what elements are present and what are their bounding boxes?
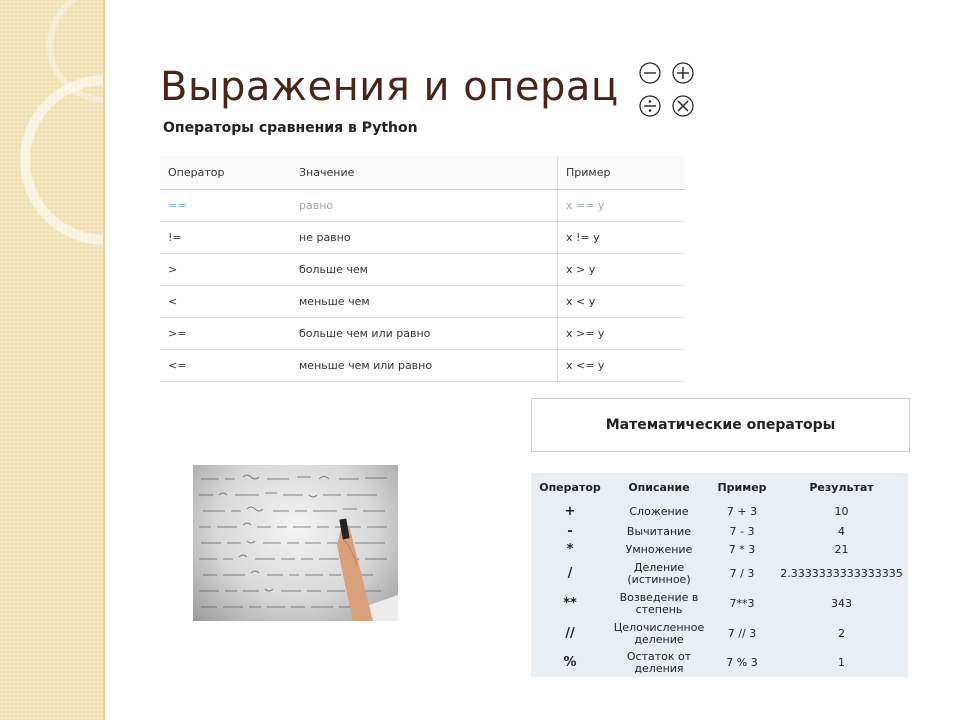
- table-row: [531, 501, 908, 523]
- table-header-row: [531, 473, 908, 501]
- table-cell: 2: [838, 627, 845, 640]
- table-cell: x <= y: [558, 350, 686, 382]
- table-cell: x > y: [558, 254, 686, 286]
- table-cell: -: [567, 524, 573, 539]
- table-cell: больше чем: [291, 254, 558, 286]
- table-cell: 10: [834, 505, 849, 518]
- table-cell: 7 // 3: [727, 627, 757, 640]
- table-cell: 2.3333333333333335: [780, 567, 903, 580]
- table-cell: **: [563, 596, 577, 611]
- table-cell: x >= y: [558, 318, 686, 350]
- table-cell: меньше чем или равно: [291, 350, 558, 382]
- table-cell: >=: [160, 318, 291, 350]
- column-header: Результат: [809, 480, 874, 494]
- table-row: [160, 318, 685, 350]
- table-row: [531, 649, 908, 677]
- divide-circle-icon: [640, 96, 660, 116]
- table-row: [160, 286, 685, 318]
- table-cell: не равно: [291, 222, 558, 254]
- column-header: Пример: [717, 480, 767, 494]
- table-cell: >: [160, 254, 291, 286]
- plus-circle-icon: [673, 63, 693, 83]
- hand-writing-formulas-image: [193, 465, 398, 621]
- table-row: [160, 190, 685, 222]
- table-cell: //: [565, 626, 575, 641]
- table-cell: x != y: [558, 222, 686, 254]
- column-header: Оператор: [160, 156, 291, 190]
- table-cell: Целочисленное деление: [613, 621, 705, 646]
- table-row: [531, 619, 908, 649]
- table-row: [160, 254, 685, 286]
- math-operators-table: [531, 473, 908, 677]
- column-header: Значение: [291, 156, 558, 190]
- table-cell: x == y: [558, 190, 686, 222]
- table-cell: Деление (истинное): [627, 561, 691, 586]
- table-cell: Умножение: [625, 543, 693, 556]
- table-row: [531, 523, 908, 541]
- table-row: [531, 541, 908, 559]
- minus-circle-icon: [640, 63, 660, 83]
- decorative-side-band: [0, 0, 105, 720]
- table-row: [160, 350, 685, 382]
- table-cell: 7 / 3: [729, 567, 755, 580]
- column-header: Описание: [628, 480, 690, 494]
- table-cell: !=: [160, 222, 291, 254]
- table-cell: 4: [838, 525, 845, 538]
- band-edge: [103, 0, 105, 720]
- table-cell: <: [160, 286, 291, 318]
- table-row: [531, 559, 908, 589]
- comparison-title: Операторы сравнения в Python: [163, 120, 418, 136]
- table-cell: равно: [291, 190, 558, 222]
- decorative-circles: [0, 0, 105, 720]
- table-cell: ==: [160, 190, 291, 222]
- table-cell: 21: [834, 543, 849, 556]
- comparison-table: [160, 156, 685, 382]
- table-cell: /: [567, 566, 573, 581]
- table-header-row: [160, 156, 685, 190]
- table-cell: 7 * 3: [728, 543, 756, 556]
- multiply-circle-icon: [673, 96, 693, 116]
- table-cell: Остаток от деления: [626, 650, 692, 675]
- table-cell: *: [566, 542, 574, 557]
- table-cell: больше чем или равно: [291, 318, 558, 350]
- column-header: Оператор: [539, 480, 601, 494]
- table-row: [531, 589, 908, 619]
- math-operators-title: Математические операторы: [531, 398, 910, 452]
- table-cell: Вычитание: [626, 525, 692, 538]
- table-cell: +: [564, 504, 576, 519]
- table-cell: %: [563, 655, 577, 670]
- table-cell: 7**3: [729, 597, 755, 610]
- table-cell: Возведение в степень: [619, 591, 699, 616]
- math-symbols-icon-group: [636, 60, 698, 122]
- table-cell: 1: [838, 656, 845, 669]
- table-cell: 7 + 3: [726, 505, 758, 518]
- table-cell: 343: [831, 597, 852, 610]
- table-cell: Сложение: [629, 505, 689, 518]
- slide-title: Выражения и операц: [160, 64, 619, 110]
- table-cell: меньше чем: [291, 286, 558, 318]
- table-cell: x < y: [558, 286, 686, 318]
- column-header: Пример: [558, 156, 686, 190]
- table-cell: 7 - 3: [729, 525, 755, 538]
- table-cell: 7 % 3: [726, 656, 758, 669]
- formula-scribbles: [193, 465, 398, 621]
- hand-with-marker: [337, 518, 398, 621]
- table-row: [160, 222, 685, 254]
- table-cell: <=: [160, 350, 291, 382]
